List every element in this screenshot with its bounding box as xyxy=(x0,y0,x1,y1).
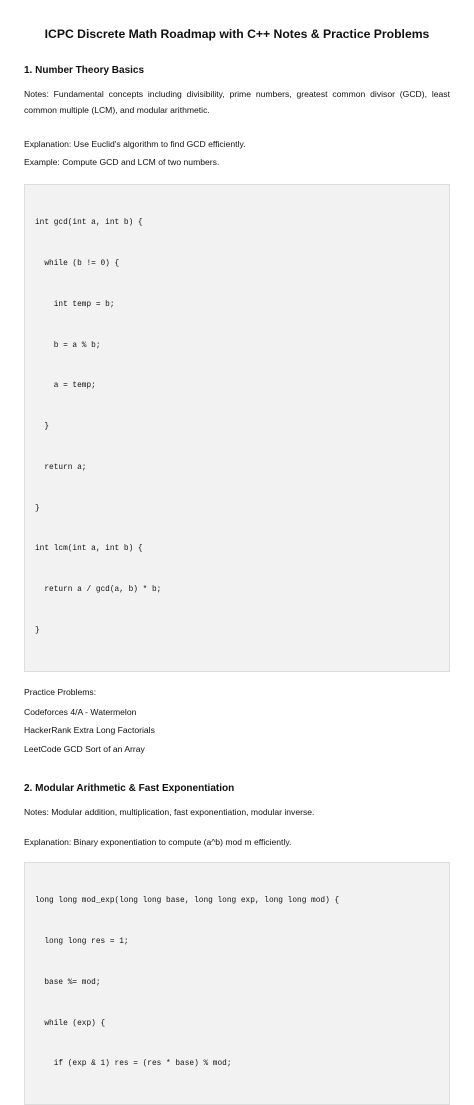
code-line: while (b != 0) { xyxy=(35,259,120,268)
practice-problem-item: HackerRank Extra Long Factorials xyxy=(24,725,155,736)
section-explanation: Explanation: Binary exponentiation to compute (a^b) mod m efficiently. xyxy=(24,837,292,847)
code-line: long long res = 1; xyxy=(35,937,129,946)
code-block-mod-exp xyxy=(24,862,450,1105)
code-block-gcd-lcm xyxy=(24,184,450,672)
code-line: if (exp & 1) res = (res * base) % mod; xyxy=(35,1060,232,1069)
code-line: int lcm(int a, int b) { xyxy=(35,545,143,554)
code-line: long long mod_exp(long long base, long long exp, long long mod) { xyxy=(35,897,340,906)
practice-problem-list xyxy=(24,703,450,758)
section-example: Example: Compute GCD and LCM of two numbers. xyxy=(24,157,220,167)
document-title: ICPC Discrete Math Roadmap with C++ Notes & Practice Problems xyxy=(44,27,430,41)
code-line: b = a % b; xyxy=(35,341,101,350)
code-line: a = temp; xyxy=(35,382,96,391)
code-line: return a / gcd(a, b) * b; xyxy=(35,586,162,595)
practice-problem-item: Codeforces 4/A - Watermelon xyxy=(24,706,137,717)
section-explanation: Explanation: Use Euclid's algorithm to find GCD efficiently. xyxy=(24,139,246,149)
code-line: } xyxy=(35,504,40,513)
section-notes: Notes: Fundamental concepts including divisibility, prime numbers, greatest common divisor (GCD), least common multiple (LCM), and modular arithmetic. xyxy=(24,89,450,115)
section-heading-number-theory: 1. Number Theory Basics xyxy=(24,65,145,76)
code-line: while (exp) { xyxy=(35,1019,106,1028)
code-line: int gcd(int a, int b) { xyxy=(35,219,143,228)
code-line: } xyxy=(35,423,50,432)
code-line: return a; xyxy=(35,463,87,472)
section-heading-modular-arithmetic: 2. Modular Arithmetic & Fast Exponentiation xyxy=(24,783,235,794)
section-notes: Notes: Modular addition, multiplication, fast exponentiation, modular inverse. xyxy=(24,807,315,817)
code-line: } xyxy=(35,627,40,635)
practice-problems-heading: Practice Problems: xyxy=(24,686,97,697)
practice-problem-item: LeetCode GCD Sort of an Array xyxy=(24,743,145,754)
code-line: base %= mod; xyxy=(35,978,101,987)
code-line: int temp = b; xyxy=(35,300,115,309)
